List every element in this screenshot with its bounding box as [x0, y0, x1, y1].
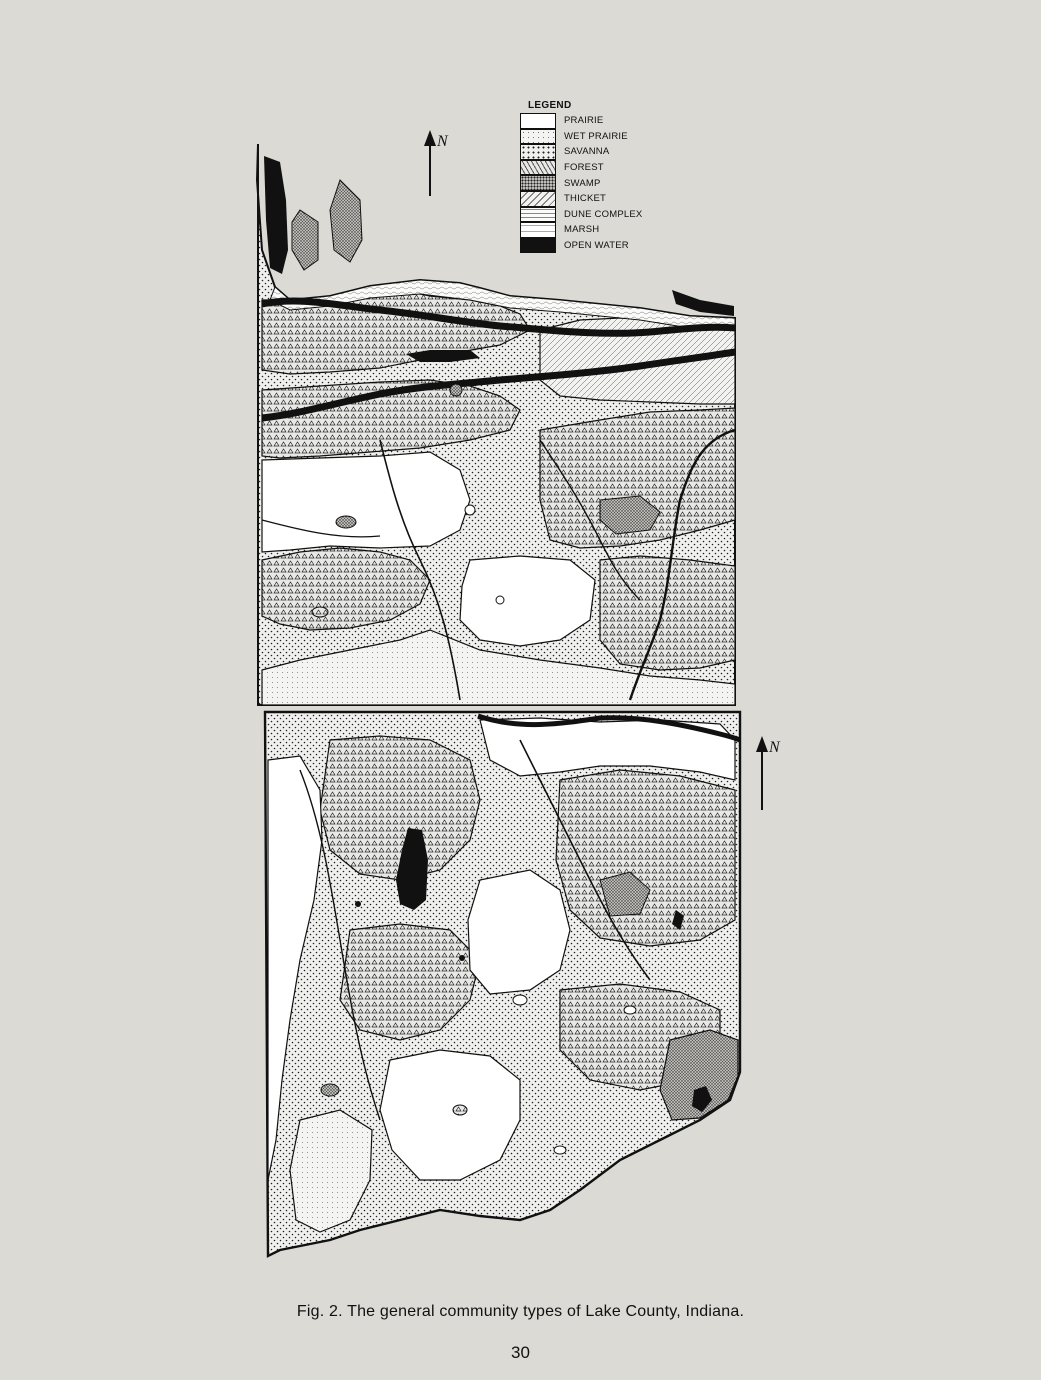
legend-item-wetprairie	[520, 129, 700, 145]
legend-swatch-thicket	[520, 191, 556, 207]
legend-item-marsh	[520, 222, 700, 238]
legend-label: DUNE COMPLEX	[564, 208, 643, 220]
svg-text:N: N	[437, 133, 448, 150]
legend-title: LEGEND	[528, 100, 572, 111]
legend-item-forest	[520, 160, 700, 176]
legend-label: THICKET	[564, 193, 607, 205]
north-arrow-icon	[756, 736, 781, 810]
legend-item-prairie	[520, 113, 700, 129]
page-number: 30	[511, 1343, 530, 1362]
map-legend	[520, 100, 700, 253]
legend-swatch-dune	[520, 207, 556, 223]
legend-swatch-forest	[520, 160, 556, 176]
legend-swatch-water	[520, 238, 556, 254]
figure-caption: Fig. 2. The general community types of Lake County, Indiana.	[296, 1303, 745, 1320]
legend-swatch-savanna	[520, 144, 556, 160]
legend-swatch-wetprairie	[520, 129, 556, 145]
legend-label: SAVANNA	[564, 146, 610, 158]
legend-item-water	[520, 238, 700, 254]
north-arrow-icon	[424, 130, 449, 196]
legend-label: MARSH	[564, 224, 600, 236]
legend-label: OPEN WATER	[564, 240, 629, 252]
legend-swatch-marsh	[520, 222, 556, 238]
legend-item-dune	[520, 207, 700, 223]
south-map-panel	[265, 712, 740, 1256]
legend-item-savanna	[520, 144, 700, 160]
legend-label: WET PRAIRIE	[564, 130, 628, 142]
legend-label: PRAIRIE	[564, 115, 604, 127]
svg-text:N: N	[769, 739, 780, 756]
legend-label: FOREST	[564, 162, 604, 174]
legend-label: SWAMP	[564, 177, 601, 189]
legend-swatch-swamp	[520, 175, 556, 191]
legend-item-thicket	[520, 191, 700, 207]
legend-item-swamp	[520, 175, 700, 191]
legend-swatch-prairie	[520, 113, 556, 129]
